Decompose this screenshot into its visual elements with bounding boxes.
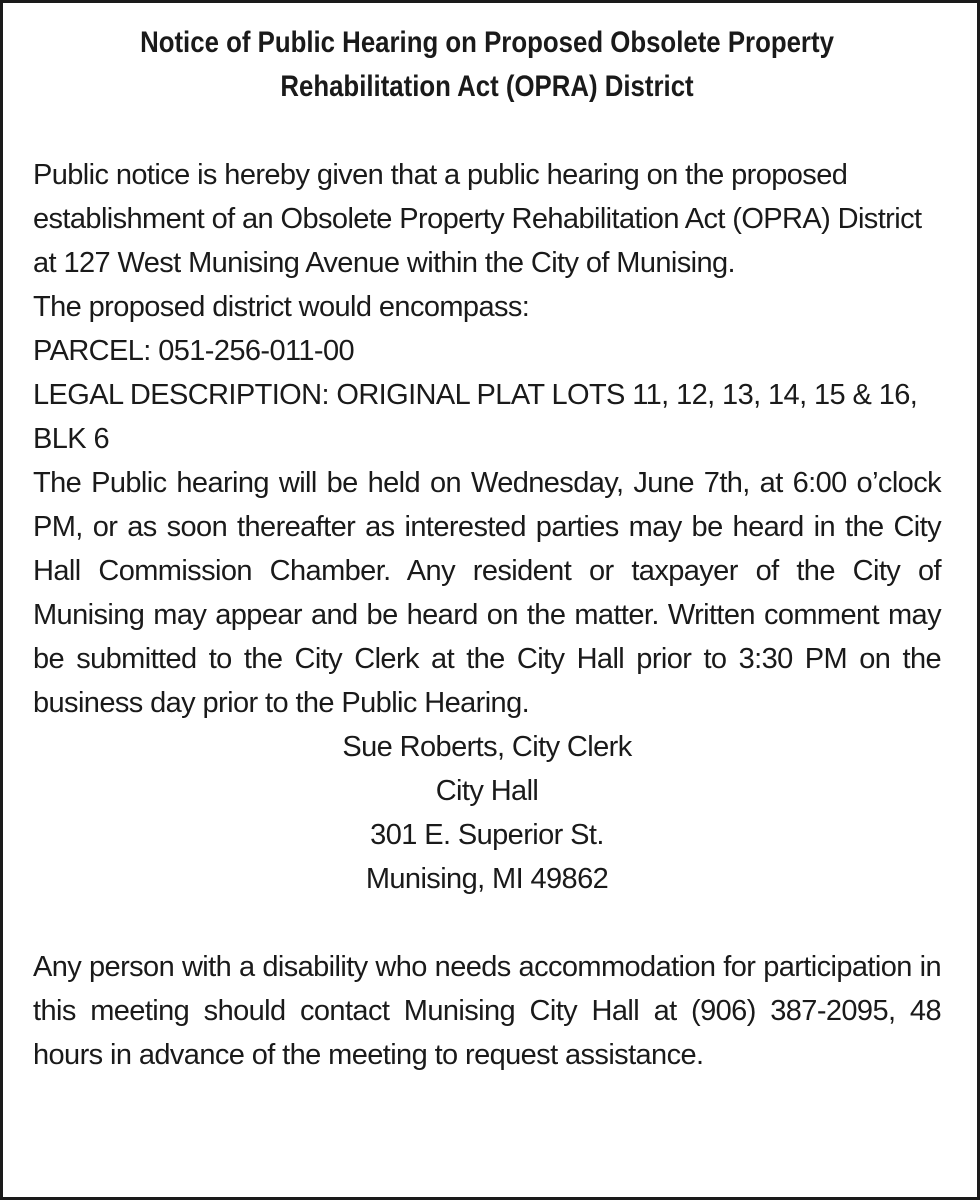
signature-block xyxy=(33,725,941,901)
spacer xyxy=(33,901,941,945)
signature-name: Sue Roberts, City Clerk xyxy=(342,731,632,763)
title-line-1: Notice of Public Hearing on Proposed Obsolete Property xyxy=(140,26,834,59)
accessibility-paragraph: Any person with a disability who needs accommodation for participation in this meeting should contact Munising City Hall at (906) 387-2095, 48 hours in advance of the meeting to request assistance. xyxy=(33,951,941,1071)
signature-office: City Hall xyxy=(435,775,539,807)
notice-title xyxy=(97,21,878,109)
signature-city: Munising, MI 49862 xyxy=(365,863,609,895)
signature-street: 301 E. Superior St. xyxy=(370,819,604,851)
legal-description: LEGAL DESCRIPTION: ORIGINAL PLAT LOTS 11, 12, 13, 14, 15 & 16, BLK 6 xyxy=(33,379,918,455)
parcel-line: PARCEL: 051-256-011-00 xyxy=(33,335,355,367)
title-line-2: Rehabilitation Act (OPRA) District xyxy=(280,70,694,103)
encompass-line: The proposed district would encompass: xyxy=(33,291,530,323)
intro-paragraph: Public notice is hereby given that a public hearing on the proposed establishment of an Obsolete Property Rehabilitation Act (OPRA) District at 127 West Munising Avenue within the City of Munising. xyxy=(33,159,922,279)
hearing-paragraph: The Public hearing will be held on Wednesday, June 7th, at 6:00 o’clock PM, or as soon thereafter as interested parties may be heard in the City Hall Commission Chamber. Any resident or taxpayer of the City of Munising may appear and be heard on the matter. Written comment may be submitted to the City Clerk at the City Hall prior to 3:30 PM on the business day prior to the Public Hearing. xyxy=(33,467,941,719)
spacer xyxy=(33,109,941,153)
notice-body xyxy=(33,153,941,1077)
